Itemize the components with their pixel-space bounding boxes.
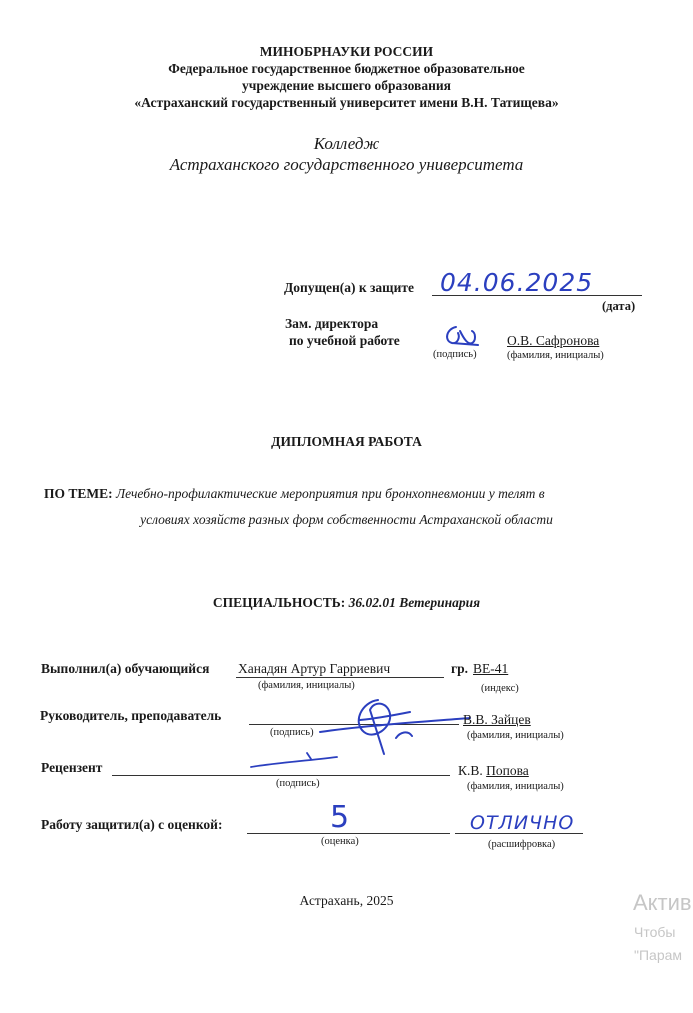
reviewer-label: Рецензент (41, 760, 103, 775)
deputy-name: О.В. Сафронова (507, 333, 600, 348)
student-name: Ханадян Артур Гарриевич (238, 661, 391, 676)
grade-text: ОТЛИЧНО (470, 812, 575, 834)
deputy-title: Зам. директора (285, 316, 379, 331)
supervisor-label: Руководитель, преподаватель (40, 708, 222, 723)
student-name-line (236, 677, 444, 678)
specialty-label: СПЕЦИАЛЬНОСТЬ: (212, 595, 346, 610)
specialty-value: 36.02.01 Ветеринария (348, 595, 481, 610)
ministry-name: МИНОБРНАУКИ РОССИИ (259, 44, 434, 59)
date-caption: (дата) (602, 299, 636, 313)
grade-label: Работу защитил(а) с оценкой: (41, 817, 223, 832)
university-name: «Астраханский государственный университет имени В.Н. Татищева» (134, 95, 559, 110)
group-label: гр. (451, 661, 469, 676)
topic-label: ПО ТЕМЕ: (44, 486, 113, 501)
reviewer-signature-line (112, 775, 450, 776)
reviewer-signature-caption: (подпись) (276, 778, 320, 789)
group-value: ВЕ-41 (473, 661, 509, 676)
reviewer-name (458, 763, 529, 779)
student-name-caption: (фамилия, инициалы) (258, 680, 355, 691)
reviewer-surname: Попова (486, 763, 529, 778)
grade-text-caption: (расшифровка) (488, 839, 556, 850)
deputy-subtitle: по учебной работе (289, 333, 400, 348)
student-label: Выполнил(а) обучающийся (41, 661, 210, 676)
supervisor-name-caption: (фамилия, инициалы) (467, 730, 564, 741)
activation-watermark-text-2: "Парам (634, 947, 683, 963)
date-handwritten: 04.06.2025 (440, 268, 594, 297)
supervisor-name: В.В. Зайцев (463, 712, 531, 727)
supervisor-signature-caption: (подпись) (270, 727, 314, 738)
grade-value: 5 (330, 800, 350, 835)
topic-text-2: условиях хозяйств разных форм собственности Астраханской области (140, 512, 553, 527)
college-label: Колледж (313, 134, 380, 153)
reviewer-signature (245, 745, 345, 775)
grade-value-caption: (оценка) (321, 836, 359, 847)
deputy-signature-caption: (подпись) (433, 349, 477, 360)
deputy-name-caption: (фамилия, инициалы) (507, 350, 604, 361)
reviewer-initials: К.В. (458, 763, 483, 778)
group-caption: (индекс) (481, 683, 519, 694)
institution-level: учреждение высшего образования (242, 78, 451, 93)
topic-text-1: Лечебно-профилактические мероприятия при бронхопневмонии у телят в (116, 486, 545, 501)
topic-line-1 (44, 486, 545, 502)
admission-label: Допущен(а) к защите (284, 280, 414, 295)
institution-type: Федеральное государственное бюджетное образовательное (168, 61, 525, 76)
activation-watermark-text-1: Чтобы (634, 924, 676, 940)
document-title: ДИПЛОМНАЯ РАБОТА (271, 434, 422, 449)
specialty (0, 595, 693, 611)
activation-watermark-title: Актив (633, 890, 692, 915)
city-year: Астрахань, 2025 (299, 893, 394, 908)
college-university: Астраханского государственного университета (169, 155, 524, 174)
reviewer-name-caption: (фамилия, инициалы) (467, 781, 564, 792)
